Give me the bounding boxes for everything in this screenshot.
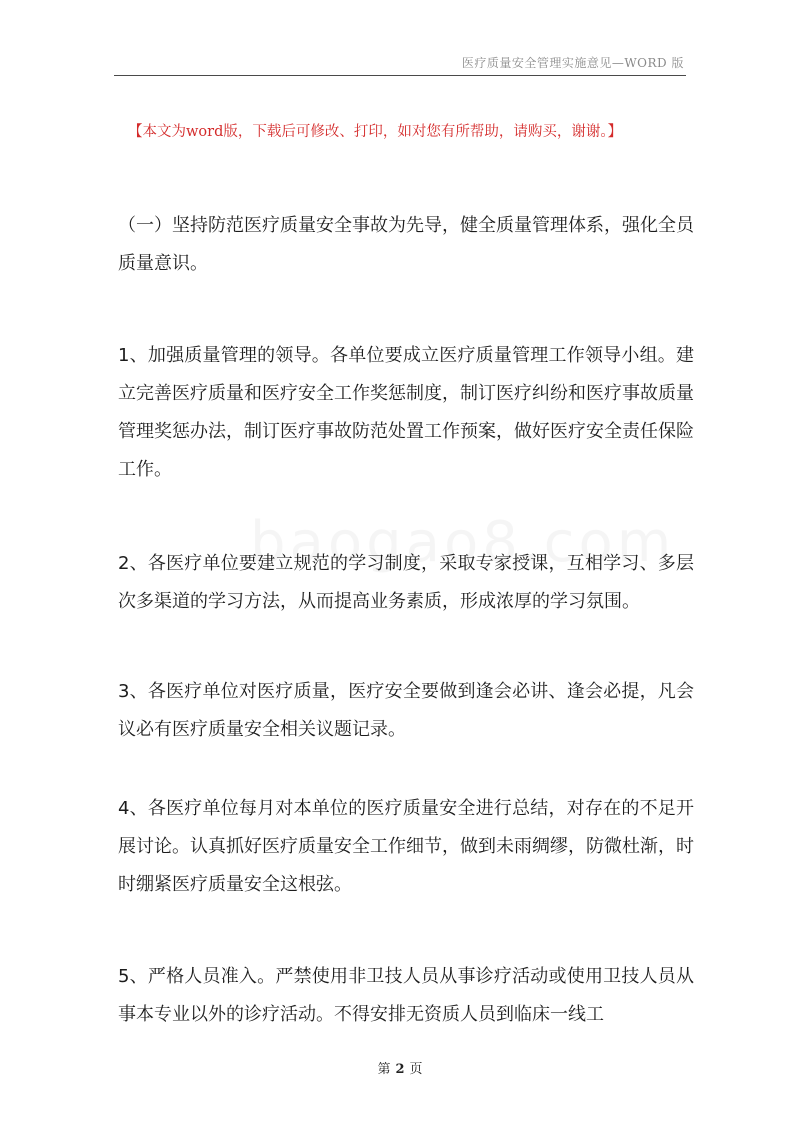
section-heading-paragraph: （一）坚持防范医疗质量安全事故为先导，健全质量管理体系，强化全员质量意识。 [118, 215, 694, 274]
body-paragraph-1: 1、加强质量管理的领导。各单位要成立医疗质量管理工作领导小组。建立完善医疗质量和医疗安全工作奖惩制度，制订医疗纠纷和医疗事故质量管理奖惩办法，制订医疗事故防范处置工作预案，做好医疗安全责任保险工作。 [118, 345, 694, 480]
body-paragraph-4: 4、各医疗单位每月对本单位的医疗质量安全进行总结，对存在的不足开展讨论。认真抓好医疗质量安全工作细节，做到未雨绸缪，防微杜渐，时时绷紧医疗质量安全这根弦。 [118, 798, 694, 895]
page-number: 2 [395, 1062, 405, 1077]
body-paragraph-5: 5、严格人员准入。严禁使用非卫技人员从事诊疗活动或使用卫技人员从事本专业以外的诊疗活动。不得安排无资质人员到临床一线工 [118, 966, 694, 1025]
page-header-title: 医疗质量安全管理实施意见—WORD 版 [461, 56, 684, 70]
page-footer [0, 1058, 800, 1077]
header-divider [114, 75, 686, 76]
footer-suffix: 页 [409, 1062, 423, 1077]
footer-prefix: 第 [377, 1062, 391, 1077]
purchase-notice: 【本文为word版，下载后可修改、打印，如对您有所帮助，请购买，谢谢。】 [128, 124, 623, 140]
body-paragraph-3: 3、各医疗单位对医疗质量，医疗安全要做到逢会必讲、逢会必提，凡会议必有医疗质量安全相关议题记录。 [118, 681, 694, 740]
body-paragraph-2: 2、各医疗单位要建立规范的学习制度，采取专家授课，互相学习、多层次多渠道的学习方法，从而提高业务素质，形成浓厚的学习氛围。 [118, 553, 694, 612]
